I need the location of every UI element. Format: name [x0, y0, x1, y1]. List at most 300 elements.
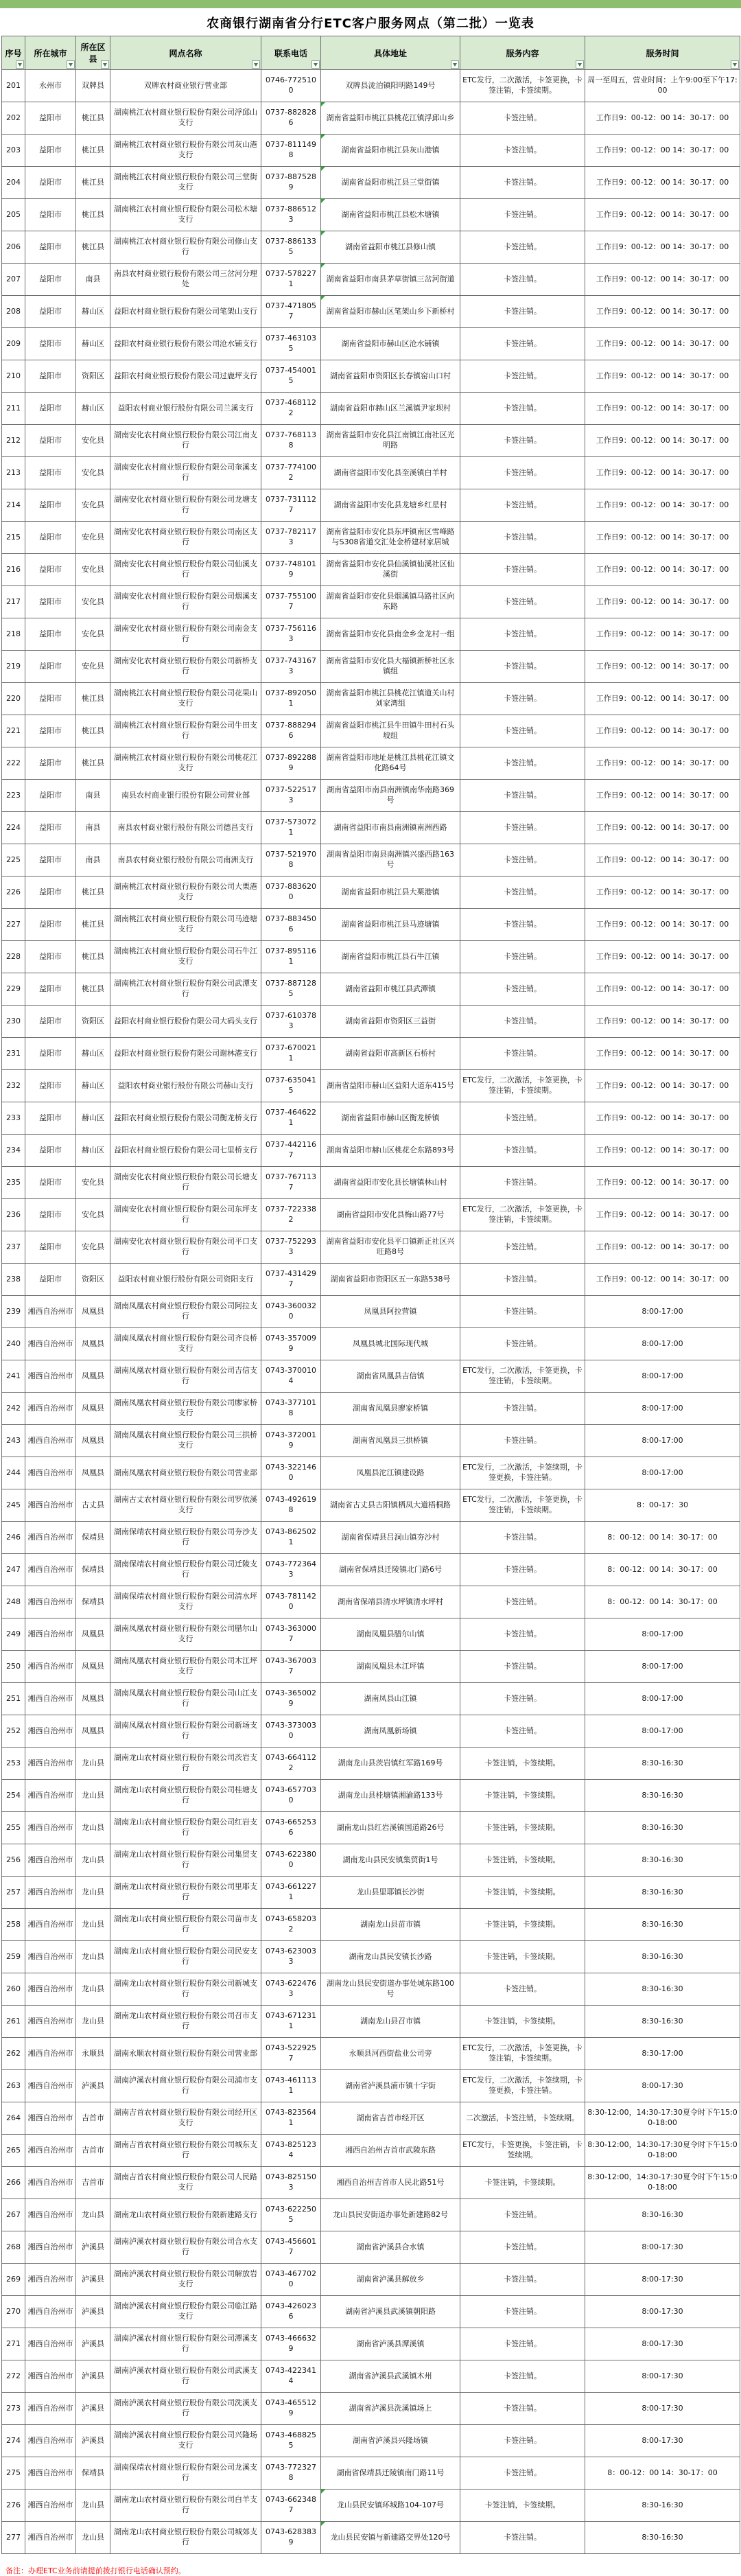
cell-city[interactable]: 益阳市: [25, 393, 76, 425]
cell-services[interactable]: 卡签注销。: [460, 489, 585, 522]
cell-county[interactable]: 桃江县: [76, 941, 110, 973]
cell-serial[interactable]: 208: [2, 296, 25, 328]
cell-phone[interactable]: 0737-6700211: [261, 1038, 321, 1070]
cell-services[interactable]: 卡签注销，卡签续期。: [460, 2490, 585, 2522]
cell-city[interactable]: 湘西自治州市: [25, 1941, 76, 1973]
cell-city[interactable]: 益阳市: [25, 264, 76, 296]
cell-county[interactable]: 桃江县: [76, 909, 110, 941]
cell-county[interactable]: 泸溪县: [76, 2328, 110, 2360]
cell-phone[interactable]: 0737-8875289: [261, 167, 321, 199]
cell-county[interactable]: 凤凰县: [76, 1457, 110, 1489]
cell-phone[interactable]: 0743-6223800: [261, 1844, 321, 1877]
cell-county[interactable]: 泸溪县: [76, 2296, 110, 2328]
cell-phone[interactable]: 0743-4260236: [261, 2296, 321, 2328]
cell-city[interactable]: 益阳市: [25, 651, 76, 683]
cell-phone[interactable]: 0737-8951161: [261, 941, 321, 973]
cell-hours[interactable]: 8:30-16:30: [585, 1812, 740, 1844]
cell-phone[interactable]: 0737-8920501: [261, 683, 321, 715]
cell-phone[interactable]: 0743-6224763: [261, 1973, 321, 2006]
filter-dropdown-button[interactable]: [576, 60, 584, 69]
cell-city[interactable]: 湘西自治州市: [25, 1425, 76, 1457]
cell-hours[interactable]: 工作日9：00-12：00 14：30-17：00: [585, 1070, 740, 1102]
cell-phone[interactable]: 0737-8865123: [261, 199, 321, 231]
cell-serial[interactable]: 274: [2, 2425, 25, 2457]
cell-hours[interactable]: 8:30-12:00，14:30-17:30夏令时下午15:00-18:00: [585, 2102, 740, 2135]
cell-phone[interactable]: 0743-4666329: [261, 2328, 321, 2360]
cell-phone[interactable]: 0743-4677020: [261, 2264, 321, 2296]
cell-address[interactable]: 湘西自治州吉首市武陵东路: [321, 2135, 460, 2167]
cell-services[interactable]: 卡签注销。: [460, 1393, 585, 1425]
cell-address[interactable]: 湖南省益阳市赫山区衡龙桥镇: [321, 1102, 460, 1135]
cell-city[interactable]: 益阳市: [25, 102, 76, 135]
cell-city[interactable]: 湘西自治州市: [25, 1683, 76, 1715]
cell-services[interactable]: 卡签注销。: [460, 1102, 585, 1135]
cell-branch-name[interactable]: 湖南安化农村商业银行股份有限公司长塘支行: [110, 1167, 261, 1199]
cell-city[interactable]: 湘西自治州市: [25, 2296, 76, 2328]
cell-address[interactable]: 湖南龙山县民安街道办事处城东路100号: [321, 1973, 460, 2006]
cell-phone[interactable]: 0737-8882946: [261, 715, 321, 747]
cell-branch-name[interactable]: 益阳农村商业银行股份有限公司兰溪支行: [110, 393, 261, 425]
cell-city[interactable]: 湘西自治州市: [25, 1296, 76, 1328]
cell-city[interactable]: 益阳市: [25, 1102, 76, 1135]
cell-city[interactable]: 益阳市: [25, 199, 76, 231]
cell-address[interactable]: 龙山县民安镇环城路104-107号: [321, 2490, 460, 2522]
cell-hours[interactable]: 工作日9：00-12：00 14：30-17：00: [585, 1231, 740, 1264]
cell-address[interactable]: 湖南省古丈县古阳镇栖凤大道梧桐路: [321, 1489, 460, 1522]
cell-county[interactable]: 吉首市: [76, 2102, 110, 2135]
cell-services[interactable]: 卡签注销。: [460, 1264, 585, 1296]
cell-hours[interactable]: 工作日9：00-12：00 14：30-17：00: [585, 586, 740, 618]
cell-services[interactable]: 卡签注销，卡签续期。: [460, 1909, 585, 1941]
cell-city[interactable]: 湘西自治州市: [25, 1489, 76, 1522]
cell-branch-name[interactable]: 湖南桃江农村商业银行股份有限公司牛田支行: [110, 715, 261, 747]
cell-services[interactable]: 卡签注销。: [460, 1586, 585, 1618]
cell-serial[interactable]: 266: [2, 2167, 25, 2199]
cell-phone[interactable]: 0743-4688255: [261, 2425, 321, 2457]
cell-county[interactable]: 凤凰县: [76, 1715, 110, 1748]
cell-address[interactable]: 湖南省益阳市南县茅草街镇三岔河街道: [321, 264, 460, 296]
filter-dropdown-button[interactable]: [252, 60, 260, 69]
cell-serial[interactable]: 241: [2, 1360, 25, 1393]
cell-county[interactable]: 吉首市: [76, 2135, 110, 2167]
cell-branch-name[interactable]: 湖南永顺农村商业银行股份有限公司营业部: [110, 2038, 261, 2070]
filter-dropdown-button[interactable]: [311, 60, 320, 69]
cell-phone[interactable]: 0743-3650029: [261, 1683, 321, 1715]
cell-hours[interactable]: 工作日9：00-12：00 14：30-17：00: [585, 360, 740, 393]
cell-county[interactable]: 泸溪县: [76, 2231, 110, 2264]
cell-city[interactable]: 湘西自治州市: [25, 1360, 76, 1393]
cell-address[interactable]: 湖南省益阳市桃江县修山镇: [321, 231, 460, 264]
cell-phone[interactable]: 0743-8251503: [261, 2167, 321, 2199]
cell-phone[interactable]: 0737-4314297: [261, 1264, 321, 1296]
cell-address[interactable]: 湖南省益阳市安化县奎溪镇白羊村: [321, 457, 460, 489]
cell-serial[interactable]: 215: [2, 522, 25, 554]
cell-services[interactable]: 卡签注销。: [460, 2264, 585, 2296]
cell-county[interactable]: 桃江县: [76, 747, 110, 780]
cell-city[interactable]: 益阳市: [25, 1135, 76, 1167]
cell-hours[interactable]: 工作日9：00-12：00 14：30-17：00: [585, 1199, 740, 1231]
cell-hours[interactable]: 工作日9：00-12：00 14：30-17：00: [585, 651, 740, 683]
cell-city[interactable]: 湘西自治州市: [25, 1812, 76, 1844]
cell-address[interactable]: 湖南龙山县召市镇: [321, 2006, 460, 2038]
cell-city[interactable]: 湘西自治州市: [25, 1586, 76, 1618]
cell-serial[interactable]: 209: [2, 328, 25, 360]
cell-county[interactable]: 凤凰县: [76, 1296, 110, 1328]
cell-hours[interactable]: 工作日9：00-12：00 14：30-17：00: [585, 393, 740, 425]
cell-serial[interactable]: 219: [2, 651, 25, 683]
cell-phone[interactable]: 0743-6712311: [261, 2006, 321, 2038]
cell-services[interactable]: 卡签注销，卡签续期。: [460, 1877, 585, 1909]
cell-services[interactable]: ETC发行，卡签更换，卡签注销，卡签续期。: [460, 2135, 585, 2167]
cell-phone[interactable]: 0746-7725100: [261, 70, 321, 102]
cell-hours[interactable]: 8:00-17:00: [585, 1360, 740, 1393]
cell-city[interactable]: 湘西自治州市: [25, 1748, 76, 1780]
cell-city[interactable]: 湘西自治州市: [25, 2102, 76, 2135]
cell-address[interactable]: 湖南省益阳市桃江县三堂街镇: [321, 167, 460, 199]
cell-county[interactable]: 赫山区: [76, 296, 110, 328]
cell-city[interactable]: 益阳市: [25, 941, 76, 973]
cell-phone[interactable]: 0737-7551007: [261, 586, 321, 618]
cell-branch-name[interactable]: 湖南吉首农村商业银行股份有限公司经开区支行: [110, 2102, 261, 2135]
cell-city[interactable]: 湘西自治州市: [25, 2457, 76, 2490]
cell-phone[interactable]: 0743-8625021: [261, 1522, 321, 1554]
cell-hours[interactable]: 周一至周五，营业时间：上午9:00至下午17:00: [585, 70, 740, 102]
cell-branch-name[interactable]: 湖南桃江农村商业银行股份有限公司武潭支行: [110, 973, 261, 1006]
cell-phone[interactable]: 0743-4223414: [261, 2360, 321, 2393]
cell-serial[interactable]: 224: [2, 812, 25, 844]
cell-branch-name[interactable]: 湖南凤凰农村商业银行股份有限公司三拱桥支行: [110, 1425, 261, 1457]
cell-services[interactable]: 卡签注销。: [460, 877, 585, 909]
cell-services[interactable]: 卡签注销，卡签续期。: [460, 1780, 585, 1812]
cell-county[interactable]: 龙山县: [76, 2490, 110, 2522]
cell-hours[interactable]: 工作日9：00-12：00 14：30-17：00: [585, 1264, 740, 1296]
cell-services[interactable]: 卡签注销。: [460, 844, 585, 877]
cell-hours[interactable]: 工作日9：00-12：00 14：30-17：00: [585, 780, 740, 812]
cell-serial[interactable]: 212: [2, 425, 25, 457]
cell-serial[interactable]: 217: [2, 586, 25, 618]
cell-services[interactable]: 卡签注销。: [460, 747, 585, 780]
cell-serial[interactable]: 270: [2, 2296, 25, 2328]
cell-county[interactable]: 龙山县: [76, 1973, 110, 2006]
cell-hours[interactable]: 8:30-12:00，14:30-17:30夏令时下午15:00-18:00: [585, 2167, 740, 2199]
cell-services[interactable]: 卡签注销。: [460, 2457, 585, 2490]
cell-serial[interactable]: 235: [2, 1167, 25, 1199]
cell-phone[interactable]: 0737-7561163: [261, 618, 321, 651]
cell-services[interactable]: 卡签注销。: [460, 715, 585, 747]
cell-county[interactable]: 南县: [76, 812, 110, 844]
cell-phone[interactable]: 0743-3600320: [261, 1296, 321, 1328]
cell-address[interactable]: 龙山县民安镇与新建路交界处120号: [321, 2522, 460, 2554]
cell-address[interactable]: 龙山县里耶镇长沙街: [321, 1877, 460, 1909]
cell-address[interactable]: 湖南省益阳市桃江县桃花江镇道关山村刘家湾组: [321, 683, 460, 715]
cell-phone[interactable]: 0737-7741002: [261, 457, 321, 489]
cell-serial[interactable]: 272: [2, 2360, 25, 2393]
cell-address[interactable]: 湖南省益阳市安化县烟溪镇马路社区向东路: [321, 586, 460, 618]
cell-phone[interactable]: 0743-3771018: [261, 1393, 321, 1425]
cell-county[interactable]: 桃江县: [76, 877, 110, 909]
cell-county[interactable]: 永顺县: [76, 2038, 110, 2070]
cell-hours[interactable]: 工作日9：00-12：00 14：30-17：00: [585, 296, 740, 328]
cell-branch-name[interactable]: 南县农村商业银行股份有限公司南洲支行: [110, 844, 261, 877]
cell-branch-name[interactable]: 湖南安化农村商业银行股份有限公司龙塘支行: [110, 489, 261, 522]
cell-county[interactable]: 桃江县: [76, 683, 110, 715]
cell-address[interactable]: 湖南省益阳市地址是桃江县桃花江镇文化路64号: [321, 747, 460, 780]
cell-phone[interactable]: 0743-5229257: [261, 2038, 321, 2070]
cell-branch-name[interactable]: 益阳农村商业银行股份有限公司资阳支行: [110, 1264, 261, 1296]
cell-serial[interactable]: 213: [2, 457, 25, 489]
cell-serial[interactable]: 230: [2, 1006, 25, 1038]
cell-branch-name[interactable]: 湖南桃江农村商业银行股份有限公司大栗港支行: [110, 877, 261, 909]
cell-city[interactable]: 湘西自治州市: [25, 1457, 76, 1489]
cell-branch-name[interactable]: 湖南桃江农村商业银行股份有限公司三堂街支行: [110, 167, 261, 199]
cell-phone[interactable]: 0737-8922889: [261, 747, 321, 780]
cell-hours[interactable]: 8:00-17:00: [585, 1425, 740, 1457]
cell-county[interactable]: 安化县: [76, 1167, 110, 1199]
cell-county[interactable]: 赫山区: [76, 1038, 110, 1070]
cell-branch-name[interactable]: 湖南凤凰农村商业银行股份有限公司吉信支行: [110, 1360, 261, 1393]
cell-services[interactable]: 卡签注销。: [460, 1231, 585, 1264]
cell-county[interactable]: 龙山县: [76, 1780, 110, 1812]
cell-serial[interactable]: 271: [2, 2328, 25, 2360]
cell-hours[interactable]: 8:00-17:30: [585, 2296, 740, 2328]
cell-city[interactable]: 湘西自治州市: [25, 1328, 76, 1360]
cell-serial[interactable]: 259: [2, 1941, 25, 1973]
cell-address[interactable]: 湖南凤凰新场镇: [321, 1715, 460, 1748]
cell-hours[interactable]: 工作日9：00-12：00 14：30-17：00: [585, 489, 740, 522]
cell-phone[interactable]: 0743-3570099: [261, 1328, 321, 1360]
cell-address[interactable]: 湖南省益阳市桃江县桃花江镇浮邱山乡: [321, 102, 460, 135]
cell-address[interactable]: 湖南省益阳市安化县梅山路77号: [321, 1199, 460, 1231]
cell-services[interactable]: 卡签注销。: [460, 2199, 585, 2231]
cell-services[interactable]: 卡签注销，卡签续期。: [460, 2167, 585, 2199]
cell-county[interactable]: 龙山县: [76, 1844, 110, 1877]
cell-branch-name[interactable]: 湖南桃江农村商业银行股份有限公司浮邱山支行: [110, 102, 261, 135]
cell-county[interactable]: 赫山区: [76, 1070, 110, 1102]
cell-hours[interactable]: 工作日9：00-12：00 14：30-17：00: [585, 102, 740, 135]
cell-services[interactable]: 卡签注销。: [460, 780, 585, 812]
cell-services[interactable]: 卡签注销。: [460, 683, 585, 715]
cell-county[interactable]: 保靖县: [76, 1586, 110, 1618]
cell-address[interactable]: 湖南龙山县民安镇长沙路: [321, 1941, 460, 1973]
cell-serial[interactable]: 258: [2, 1909, 25, 1941]
cell-serial[interactable]: 234: [2, 1135, 25, 1167]
cell-serial[interactable]: 238: [2, 1264, 25, 1296]
cell-hours[interactable]: 8:30-12:00，14:30-17:30夏令时下午15:00-18:00: [585, 2135, 740, 2167]
cell-city[interactable]: 益阳市: [25, 360, 76, 393]
cell-county[interactable]: 龙山县: [76, 1877, 110, 1909]
cell-city[interactable]: 湘西自治州市: [25, 2231, 76, 2264]
cell-serial[interactable]: 205: [2, 199, 25, 231]
cell-services[interactable]: ETC发行，二次激活，卡签更换，卡签注销，卡签续期。: [460, 1489, 585, 1522]
cell-address[interactable]: 湖南省益阳市安化县仙溪镇仙溪社区仙溪街: [321, 554, 460, 586]
cell-address[interactable]: 湖南省益阳市桃江县武潭镇: [321, 973, 460, 1006]
cell-branch-name[interactable]: 南县农村商业银行股份有限公司德昌支行: [110, 812, 261, 844]
cell-serial[interactable]: 218: [2, 618, 25, 651]
cell-branch-name[interactable]: 湖南泸溪农村商业银行股份有限公司合水支行: [110, 2231, 261, 2264]
cell-phone[interactable]: 0737-4421167: [261, 1135, 321, 1167]
cell-serial[interactable]: 251: [2, 1683, 25, 1715]
cell-address[interactable]: 湖南省益阳市南县南洲镇兴盛西路163号: [321, 844, 460, 877]
cell-phone[interactable]: 0743-3630007: [261, 1618, 321, 1651]
cell-phone[interactable]: 0737-7671137: [261, 1167, 321, 1199]
cell-branch-name[interactable]: 湖南泸溪农村商业银行股份有限公司洗溪支行: [110, 2393, 261, 2425]
cell-hours[interactable]: 8:00-17:00: [585, 1683, 740, 1715]
cell-phone[interactable]: 0737-7522933: [261, 1231, 321, 1264]
cell-services[interactable]: 卡签注销，卡签续期。: [460, 1748, 585, 1780]
cell-county[interactable]: 龙山县: [76, 2199, 110, 2231]
cell-services[interactable]: 卡签注销。: [460, 2425, 585, 2457]
cell-address[interactable]: 湖南龙山县桂塘镇湘渝路133号: [321, 1780, 460, 1812]
cell-county[interactable]: 凤凰县: [76, 1360, 110, 1393]
cell-phone[interactable]: 0737-5730721: [261, 812, 321, 844]
cell-services[interactable]: 卡签注销。: [460, 1135, 585, 1167]
cell-phone[interactable]: 0743-6612271: [261, 1877, 321, 1909]
cell-phone[interactable]: 0743-3720019: [261, 1425, 321, 1457]
cell-hours[interactable]: 8:00-17:00: [585, 1715, 740, 1748]
cell-phone[interactable]: 0737-7821173: [261, 522, 321, 554]
cell-address[interactable]: 湖南省益阳市桃江县大栗港镇: [321, 877, 460, 909]
cell-hours[interactable]: 8:00-17:30: [585, 2264, 740, 2296]
cell-city[interactable]: 湘西自治州市: [25, 2264, 76, 2296]
cell-city[interactable]: 湘西自治州市: [25, 2038, 76, 2070]
cell-hours[interactable]: 8:00-17:00: [585, 1651, 740, 1683]
cell-phone[interactable]: 0737-8111498: [261, 135, 321, 167]
cell-county[interactable]: 南县: [76, 844, 110, 877]
cell-branch-name[interactable]: 湖南安化农村商业银行股份有限公司南区支行: [110, 522, 261, 554]
cell-serial[interactable]: 267: [2, 2199, 25, 2231]
cell-branch-name[interactable]: 湖南凤凰农村商业银行股份有限公司新场支行: [110, 1715, 261, 1748]
cell-city[interactable]: 湘西自治州市: [25, 2490, 76, 2522]
cell-phone[interactable]: 0743-7723278: [261, 2457, 321, 2490]
cell-serial[interactable]: 268: [2, 2231, 25, 2264]
cell-phone[interactable]: 0737-4646221: [261, 1102, 321, 1135]
cell-county[interactable]: 凤凰县: [76, 1393, 110, 1425]
cell-hours[interactable]: 8:30-16:30: [585, 1844, 740, 1877]
cell-county[interactable]: 凤凰县: [76, 1618, 110, 1651]
cell-phone[interactable]: 0737-8836200: [261, 877, 321, 909]
cell-serial[interactable]: 233: [2, 1102, 25, 1135]
cell-address[interactable]: 湖南省泸溪县武溪镇朝阳路: [321, 2296, 460, 2328]
cell-hours[interactable]: 8:30-17:00: [585, 2038, 740, 2070]
cell-branch-name[interactable]: 湖南安化农村商业银行股份有限公司东坪支行: [110, 1199, 261, 1231]
cell-address[interactable]: 湖南省益阳市桃江县牛田镇牛田村石头坡组: [321, 715, 460, 747]
cell-services[interactable]: 卡签注销。: [460, 1554, 585, 1586]
cell-address[interactable]: 湖南省益阳市桃江县灰山港镇: [321, 135, 460, 167]
cell-city[interactable]: 益阳市: [25, 780, 76, 812]
cell-services[interactable]: 卡签注销。: [460, 2328, 585, 2360]
cell-serial[interactable]: 206: [2, 231, 25, 264]
cell-services[interactable]: 卡签注销。: [460, 1651, 585, 1683]
cell-address[interactable]: 湖南省保靖县清水坪镇清水坪村: [321, 1586, 460, 1618]
cell-phone[interactable]: 0743-6230033: [261, 1941, 321, 1973]
cell-branch-name[interactable]: 湖南凤凰农村商业银行股份有限公司腊尔山支行: [110, 1618, 261, 1651]
cell-services[interactable]: 卡签注销。: [460, 973, 585, 1006]
cell-address[interactable]: 湖南省泸溪县洗溪镇场上: [321, 2393, 460, 2425]
cell-city[interactable]: 益阳市: [25, 1231, 76, 1264]
cell-county[interactable]: 龙山县: [76, 2006, 110, 2038]
cell-serial[interactable]: 242: [2, 1393, 25, 1425]
cell-address[interactable]: 凤凰县城北国际现代城: [321, 1328, 460, 1360]
cell-county[interactable]: 赫山区: [76, 1102, 110, 1135]
cell-branch-name[interactable]: 湖南泸溪农村商业银行股份有限公司解放岩支行: [110, 2264, 261, 2296]
cell-city[interactable]: 湘西自治州市: [25, 2393, 76, 2425]
cell-serial[interactable]: 226: [2, 877, 25, 909]
cell-address[interactable]: 湖南省益阳市南县南洲镇南洲西路: [321, 812, 460, 844]
cell-county[interactable]: 保靖县: [76, 1554, 110, 1586]
cell-phone[interactable]: 0743-3730030: [261, 1715, 321, 1748]
cell-county[interactable]: 安化县: [76, 1231, 110, 1264]
cell-services[interactable]: 卡签注销。: [460, 812, 585, 844]
cell-phone[interactable]: 0743-6623487: [261, 2490, 321, 2522]
cell-hours[interactable]: 工作日9：00-12：00 14：30-17：00: [585, 264, 740, 296]
cell-serial[interactable]: 228: [2, 941, 25, 973]
cell-city[interactable]: 湘西自治州市: [25, 1715, 76, 1748]
cell-hours[interactable]: 工作日9：00-12：00 14：30-17：00: [585, 812, 740, 844]
cell-serial[interactable]: 231: [2, 1038, 25, 1070]
cell-city[interactable]: 益阳市: [25, 425, 76, 457]
cell-county[interactable]: 吉首市: [76, 2167, 110, 2199]
cell-branch-name[interactable]: 益阳农村商业银行股份有限公司大码头支行: [110, 1006, 261, 1038]
cell-hours[interactable]: 8:30-16:30: [585, 1909, 740, 1941]
cell-county[interactable]: 安化县: [76, 618, 110, 651]
cell-phone[interactable]: 0743-6222505: [261, 2199, 321, 2231]
cell-branch-name[interactable]: 湖南桃江农村商业银行股份有限公司花果山支行: [110, 683, 261, 715]
cell-services[interactable]: 卡签注销。: [460, 2296, 585, 2328]
cell-address[interactable]: 湖南省益阳市赫山区沧水铺镇: [321, 328, 460, 360]
cell-hours[interactable]: 工作日9：00-12：00 14：30-17：00: [585, 554, 740, 586]
cell-hours[interactable]: 8：00-17：30: [585, 1489, 740, 1522]
cell-county[interactable]: 资阳区: [76, 1264, 110, 1296]
cell-branch-name[interactable]: 湖南泸溪农村商业银行股份有限公司临江路支行: [110, 2296, 261, 2328]
cell-city[interactable]: 湘西自治州市: [25, 2522, 76, 2554]
cell-hours[interactable]: 工作日9：00-12：00 14：30-17：00: [585, 909, 740, 941]
cell-branch-name[interactable]: 湖南凤凰农村商业银行股份有限公司阿拉支行: [110, 1296, 261, 1328]
cell-phone[interactable]: 0743-6641122: [261, 1748, 321, 1780]
cell-city[interactable]: 湘西自治州市: [25, 2070, 76, 2102]
cell-city[interactable]: 湘西自治州市: [25, 1618, 76, 1651]
cell-hours[interactable]: 工作日9：00-12：00 14：30-17：00: [585, 941, 740, 973]
cell-county[interactable]: 凤凰县: [76, 1651, 110, 1683]
cell-branch-name[interactable]: 益阳农村商业银行股份有限公司七里桥支行: [110, 1135, 261, 1167]
cell-phone[interactable]: 0743-4566017: [261, 2231, 321, 2264]
cell-county[interactable]: 安化县: [76, 554, 110, 586]
cell-services[interactable]: 卡签注销。: [460, 554, 585, 586]
filter-dropdown-button[interactable]: [451, 60, 459, 69]
cell-serial[interactable]: 264: [2, 2102, 25, 2135]
cell-services[interactable]: ETC发行，二次激活，卡签更换，卡签注销，卡签续期。: [460, 1199, 585, 1231]
cell-branch-name[interactable]: 湖南泸溪农村商业银行股份有限公司武溪支行: [110, 2360, 261, 2393]
cell-services[interactable]: 卡签注销，卡签续期。: [460, 1812, 585, 1844]
cell-county[interactable]: 南县: [76, 264, 110, 296]
cell-address[interactable]: 湖南省益阳市安化县龙塘乡红星村: [321, 489, 460, 522]
cell-phone[interactable]: 0737-5219708: [261, 844, 321, 877]
cell-hours[interactable]: 工作日9：00-12：00 14：30-17：00: [585, 199, 740, 231]
cell-city[interactable]: 益阳市: [25, 586, 76, 618]
cell-city[interactable]: 益阳市: [25, 1038, 76, 1070]
cell-serial[interactable]: 222: [2, 747, 25, 780]
cell-branch-name[interactable]: 湖南安化农村商业银行股份有限公司江南支行: [110, 425, 261, 457]
cell-branch-name[interactable]: 湖南桃江农村商业银行股份有限公司灰山港支行: [110, 135, 261, 167]
cell-phone[interactable]: 0743-8235641: [261, 2102, 321, 2135]
cell-phone[interactable]: 0743-7723643: [261, 1554, 321, 1586]
cell-services[interactable]: 卡签注销。: [460, 1296, 585, 1328]
cell-city[interactable]: 益阳市: [25, 328, 76, 360]
cell-county[interactable]: 桃江县: [76, 231, 110, 264]
cell-county[interactable]: 龙山县: [76, 1748, 110, 1780]
cell-address[interactable]: 湘西自治州吉首市人民北路51号: [321, 2167, 460, 2199]
cell-city[interactable]: 益阳市: [25, 1199, 76, 1231]
cell-services[interactable]: 卡签注销。: [460, 1425, 585, 1457]
